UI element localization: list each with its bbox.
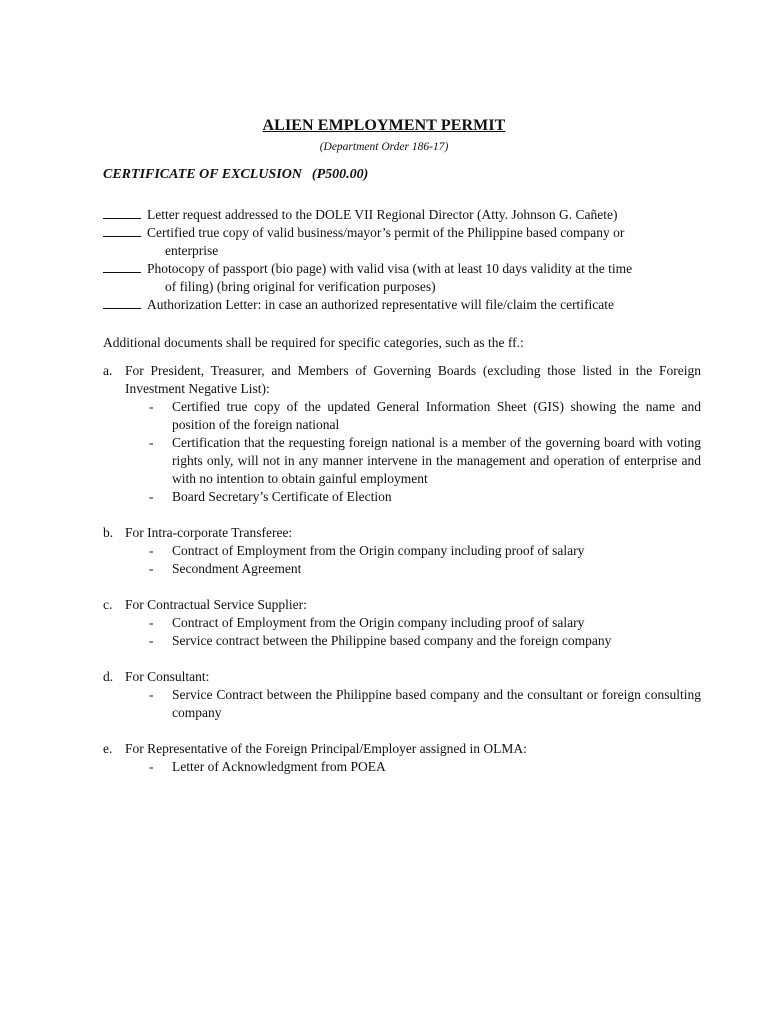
category-item xyxy=(103,668,701,722)
category-heading: For Contractual Service Supplier: xyxy=(125,597,307,612)
requirements-checklist xyxy=(103,206,701,314)
sub-item-list xyxy=(125,686,701,722)
sub-item: - Certification that the requesting foreign national is a member of the governing board with voting rights only, will not in any manner intervene in the management and operation of enterprise and with no intention to obtain gainful employment xyxy=(149,435,701,486)
category-heading: For President, Treasurer, and Members of Governing Boards (excluding those listed in the Foreign Investment Negative List): xyxy=(125,363,701,396)
category-item xyxy=(103,362,701,506)
category-letter: b. xyxy=(103,525,114,540)
sub-item-list xyxy=(125,758,701,776)
category-heading: For Representative of the Foreign Principal/Employer assigned in OLMA: xyxy=(125,741,527,756)
certificate-name: CERTIFICATE OF EXCLUSION xyxy=(103,167,302,182)
sub-item: - Letter of Acknowledgment from POEA xyxy=(149,759,386,774)
sub-item-list xyxy=(125,614,701,650)
checklist-item xyxy=(103,260,701,296)
additional-documents-intro: Additional documents shall be required for specific categories, such as the ff.: xyxy=(103,335,524,350)
sub-item: - Board Secretary’s Certificate of Election xyxy=(149,489,392,504)
category-letter: a. xyxy=(103,363,113,378)
category-item xyxy=(103,524,701,578)
category-list xyxy=(103,362,701,794)
checkbox-blank-line xyxy=(103,224,141,237)
category-heading: For Consultant: xyxy=(125,669,210,684)
checklist-item xyxy=(103,224,701,260)
category-letter: d. xyxy=(103,669,114,684)
certificate-heading xyxy=(103,166,368,184)
category-item xyxy=(103,596,701,650)
document-title: ALIEN EMPLOYMENT PERMIT xyxy=(262,117,506,134)
sub-item: - Contract of Employment from the Origin company including proof of salary xyxy=(149,543,585,558)
sub-item: - Service contract between the Philippine based company and the foreign company xyxy=(149,633,612,648)
sub-item-list xyxy=(125,542,701,578)
checklist-item xyxy=(103,296,701,314)
checkbox-blank-line xyxy=(103,206,141,219)
checkbox-blank-line xyxy=(103,260,141,273)
checklist-text-continued: enterprise xyxy=(165,243,219,258)
sub-item: - Contract of Employment from the Origin company including proof of salary xyxy=(149,615,585,630)
sub-item: - Secondment Agreement xyxy=(149,561,302,576)
checklist-item xyxy=(103,206,701,224)
checklist-text: Authorization Letter: in case an authorized representative will file/claim the certificate xyxy=(147,297,615,312)
sub-item: - Certified true copy of the updated General Information Sheet (GIS) showing the name and position of the foreign national xyxy=(149,399,701,432)
category-letter: e. xyxy=(103,741,113,756)
certificate-price: (P500.00) xyxy=(311,167,369,182)
sub-item-list xyxy=(125,398,701,506)
checklist-text: Photocopy of passport (bio page) with valid visa (with at least 10 days validity at the time xyxy=(147,261,633,276)
checklist-text-continued: of filing) (bring original for verification purposes) xyxy=(165,279,436,294)
checkbox-blank-line xyxy=(103,296,141,309)
category-heading: For Intra-corporate Transferee: xyxy=(125,525,293,540)
checklist-text: Certified true copy of valid business/mayor’s permit of the Philippine based company or xyxy=(147,225,625,240)
category-letter: c. xyxy=(103,597,113,612)
category-item xyxy=(103,740,701,776)
sub-item: - Service Contract between the Philippine based company and the consultant or foreign consulting company xyxy=(149,687,701,720)
checklist-text: Letter request addressed to the DOLE VII Regional Director (Atty. Johnson G. Cañete) xyxy=(147,207,618,222)
document-subtitle: (Department Order 186-17) xyxy=(319,141,449,153)
